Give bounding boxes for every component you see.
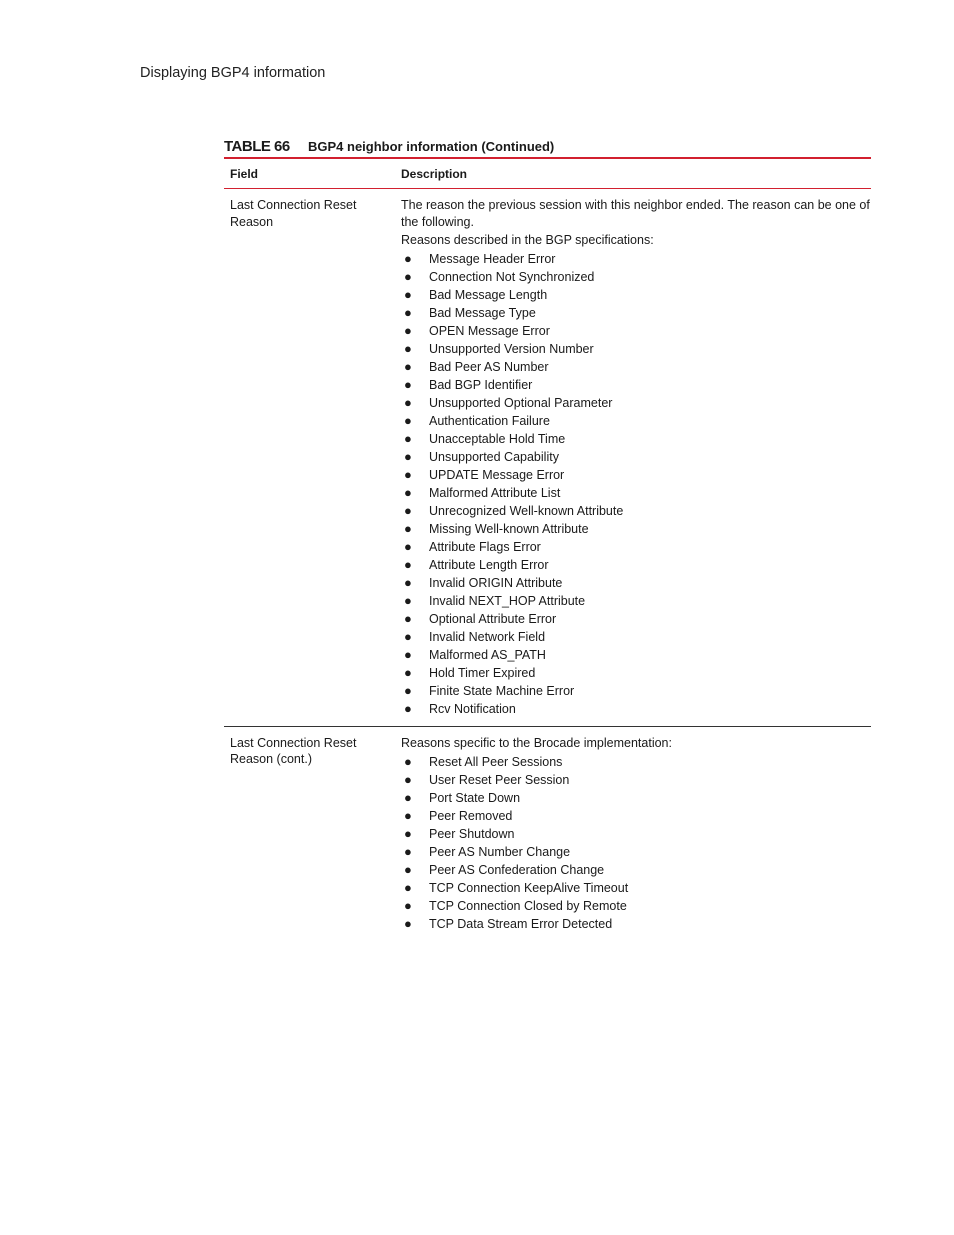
list-item	[401, 592, 871, 610]
description-intro: Reasons specific to the Brocade implementation:	[401, 735, 672, 750]
bullet-icon: ●	[404, 628, 412, 644]
bullet-icon: ●	[404, 376, 412, 392]
bullet-icon: ●	[404, 646, 412, 662]
list-item	[401, 628, 871, 646]
list-item-text: Bad Peer AS Number	[429, 359, 549, 374]
list-item-text: Unrecognized Well-known Attribute	[429, 503, 624, 518]
row-field: Last Connection Reset Reason (cont.)	[230, 735, 357, 766]
table-row	[224, 727, 871, 933]
header-description: Description	[401, 166, 468, 181]
list-item	[401, 502, 871, 520]
list-item	[401, 466, 871, 484]
list-item	[401, 879, 871, 897]
bullet-icon: ●	[404, 574, 412, 590]
list-item	[401, 664, 871, 682]
list-item	[401, 250, 871, 268]
list-item	[401, 843, 871, 861]
list-item-text: Attribute Flags Error	[429, 539, 541, 554]
list-item	[401, 861, 871, 879]
list-item-text: Message Header Error	[429, 251, 556, 266]
reason-list	[401, 753, 871, 933]
list-item-text: TCP Connection KeepAlive Timeout	[429, 880, 629, 895]
table-title: BGP4 neighbor information (Continued)	[308, 138, 555, 154]
list-item	[401, 394, 871, 412]
list-item	[401, 789, 871, 807]
bullet-icon: ●	[404, 484, 412, 500]
list-item-text: Finite State Machine Error	[429, 683, 575, 698]
list-item-text: Rcv Notification	[429, 701, 516, 716]
list-item	[401, 682, 871, 700]
list-item	[401, 268, 871, 286]
row-description	[401, 733, 871, 933]
list-item	[401, 484, 871, 502]
list-item	[401, 358, 871, 376]
header-field: Field	[230, 166, 259, 181]
bullet-icon: ●	[404, 412, 412, 428]
list-item	[401, 753, 871, 771]
list-item-text: OPEN Message Error	[429, 323, 550, 338]
bullet-icon: ●	[404, 664, 412, 680]
bullet-icon: ●	[404, 268, 412, 284]
list-item-text: Connection Not Synchronized	[429, 269, 595, 284]
table-header-row	[224, 159, 871, 189]
list-item-text: Hold Timer Expired	[429, 665, 536, 680]
bullet-icon: ●	[404, 897, 412, 913]
bullet-icon: ●	[404, 430, 412, 446]
list-item	[401, 915, 871, 933]
list-item	[401, 286, 871, 304]
bullet-icon: ●	[404, 340, 412, 356]
bullet-icon: ●	[404, 592, 412, 608]
bullet-icon: ●	[404, 520, 412, 536]
list-item-text: Authentication Failure	[429, 413, 550, 428]
table-number: TABLE 66	[224, 137, 290, 155]
bullet-icon: ●	[404, 753, 412, 769]
bgp4-neighbor-table	[224, 135, 871, 933]
list-item-text: Port State Down	[429, 790, 521, 805]
bullet-icon: ●	[404, 466, 412, 482]
description-intro: The reason the previous session with this neighbor ended. The reason can be one of the following.	[401, 198, 870, 229]
list-item-text: Bad BGP Identifier	[429, 377, 533, 392]
bullet-icon: ●	[404, 394, 412, 410]
list-item-text: Unsupported Optional Parameter	[429, 395, 613, 410]
list-item-text: Unsupported Version Number	[429, 341, 594, 356]
list-item-text: Bad Message Length	[429, 287, 548, 302]
list-item-text: Peer AS Confederation Change	[429, 862, 605, 877]
list-item	[401, 771, 871, 789]
list-item	[401, 340, 871, 358]
list-item-text: Reset All Peer Sessions	[429, 754, 563, 769]
bullet-icon: ●	[404, 915, 412, 931]
list-item	[401, 322, 871, 340]
list-item-text: User Reset Peer Session	[429, 772, 570, 787]
bullet-icon: ●	[404, 538, 412, 554]
bullet-icon: ●	[404, 610, 412, 626]
list-item	[401, 448, 871, 466]
bullet-icon: ●	[404, 556, 412, 572]
bullet-icon: ●	[404, 843, 412, 859]
bullet-icon: ●	[404, 250, 412, 266]
bullet-icon: ●	[404, 448, 412, 464]
list-item	[401, 610, 871, 628]
running-header: Displaying BGP4 information	[140, 65, 326, 81]
list-item-text: Bad Message Type	[429, 305, 536, 320]
list-item	[401, 304, 871, 322]
bullet-icon: ●	[404, 825, 412, 841]
list-item	[401, 412, 871, 430]
list-item	[401, 897, 871, 915]
list-item	[401, 556, 871, 574]
list-item-text: Peer AS Number Change	[429, 844, 571, 859]
list-item-text: TCP Connection Closed by Remote	[429, 898, 627, 913]
bullet-icon: ●	[404, 358, 412, 374]
bullet-icon: ●	[404, 771, 412, 787]
table-row	[224, 189, 871, 727]
bullet-icon: ●	[404, 700, 412, 716]
bullet-icon: ●	[404, 304, 412, 320]
list-item-text: Peer Removed	[429, 808, 513, 823]
list-item-text: Missing Well-known Attribute	[429, 521, 589, 536]
description-subintro: Reasons described in the BGP specifications:	[401, 232, 654, 247]
list-item-text: Malformed AS_PATH	[429, 647, 546, 662]
list-item-text: Invalid Network Field	[429, 629, 546, 644]
list-item	[401, 520, 871, 538]
list-item	[401, 700, 871, 718]
list-item-text: Peer Shutdown	[429, 826, 515, 841]
list-item	[401, 430, 871, 448]
bullet-icon: ●	[404, 789, 412, 805]
list-item	[401, 376, 871, 394]
list-item-text: UPDATE Message Error	[429, 467, 565, 482]
list-item-text: Invalid ORIGIN Attribute	[429, 575, 563, 590]
reason-list	[401, 250, 871, 718]
bullet-icon: ●	[404, 322, 412, 338]
list-item-text: Unacceptable Hold Time	[429, 431, 566, 446]
row-description	[401, 195, 871, 718]
list-item-text: Attribute Length Error	[429, 557, 549, 572]
bullet-icon: ●	[404, 807, 412, 823]
list-item	[401, 825, 871, 843]
table-caption	[224, 135, 871, 159]
bullet-icon: ●	[404, 682, 412, 698]
list-item	[401, 538, 871, 556]
row-field: Last Connection Reset Reason	[230, 198, 357, 229]
bullet-icon: ●	[404, 286, 412, 302]
list-item-text: Invalid NEXT_HOP Attribute	[429, 593, 586, 608]
list-item	[401, 574, 871, 592]
list-item	[401, 646, 871, 664]
list-item-text: TCP Data Stream Error Detected	[429, 916, 613, 931]
list-item-text: Malformed Attribute List	[429, 485, 561, 500]
bullet-icon: ●	[404, 861, 412, 877]
list-item-text: Optional Attribute Error	[429, 611, 557, 626]
list-item	[401, 807, 871, 825]
list-item-text: Unsupported Capability	[429, 449, 559, 464]
bullet-icon: ●	[404, 879, 412, 895]
bullet-icon: ●	[404, 502, 412, 518]
